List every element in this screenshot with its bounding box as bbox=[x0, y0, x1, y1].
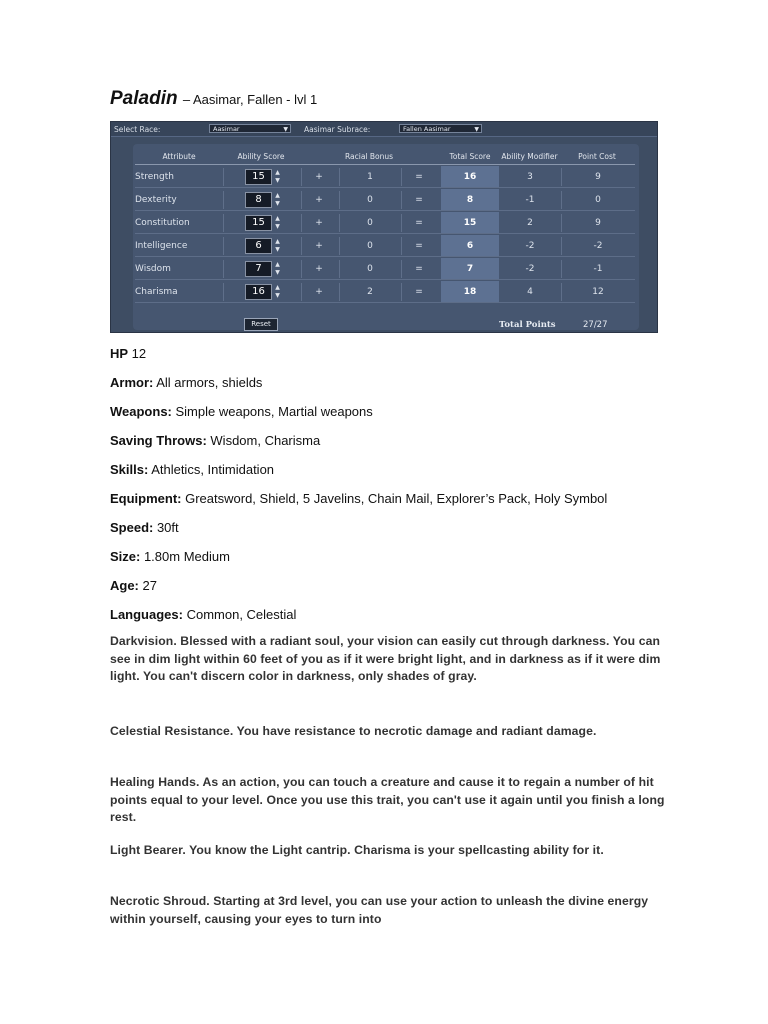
plus-sign: + bbox=[315, 264, 323, 274]
row-divider bbox=[135, 256, 635, 257]
attribute-row bbox=[135, 189, 635, 211]
field-label: Size: bbox=[110, 549, 141, 564]
plus-sign: + bbox=[315, 218, 323, 228]
total-score: 6 bbox=[441, 235, 499, 257]
attribute-name: Intelligence bbox=[135, 241, 188, 251]
column-divider bbox=[401, 260, 402, 278]
header-ability-modifier: Ability Modifier bbox=[501, 152, 558, 161]
attribute-name: Wisdom bbox=[135, 264, 171, 274]
plus-sign: + bbox=[315, 287, 323, 297]
total-score: 15 bbox=[441, 212, 499, 234]
row-divider bbox=[135, 187, 635, 188]
trait-paragraph: Necrotic Shroud. Starting at 3rd level, you can use your action to unleash the divine energy within yourself, causing your eyes to turn into bbox=[110, 894, 649, 926]
attribute-name: Constitution bbox=[135, 218, 190, 228]
class-subtitle: – Aasimar, Fallen - lvl 1 bbox=[182, 92, 318, 107]
column-divider bbox=[561, 214, 562, 232]
racial-bonus: 1 bbox=[367, 172, 373, 182]
header-total-score: Total Score bbox=[449, 152, 491, 161]
row-divider bbox=[135, 233, 635, 234]
row-divider bbox=[135, 302, 635, 303]
field-label: Speed: bbox=[110, 520, 154, 535]
field-value: Wisdom, Charisma bbox=[206, 433, 321, 448]
total-score: 8 bbox=[441, 189, 499, 211]
column-divider bbox=[223, 168, 224, 186]
point-cost: -2 bbox=[593, 241, 603, 251]
subrace-dropdown[interactable]: Fallen Aasimar ▼ bbox=[399, 124, 482, 133]
column-divider bbox=[401, 168, 402, 186]
field-label: Armor: bbox=[110, 375, 154, 390]
character-field bbox=[110, 346, 146, 362]
score-stepper[interactable] bbox=[273, 192, 282, 208]
ability-modifier: -2 bbox=[525, 241, 535, 251]
racial-bonus: 2 bbox=[367, 287, 373, 297]
column-divider bbox=[301, 214, 302, 232]
ability-score-input[interactable]: 15 bbox=[245, 169, 272, 185]
field-value: 12 bbox=[128, 346, 147, 361]
character-field bbox=[110, 520, 179, 536]
ability-score-input[interactable]: 6 bbox=[245, 238, 272, 254]
character-field bbox=[110, 433, 320, 449]
column-divider bbox=[401, 191, 402, 209]
attribute-row bbox=[135, 258, 635, 280]
field-value: All armors, shields bbox=[153, 375, 263, 390]
chevron-down-icon[interactable]: ▼ bbox=[275, 269, 280, 276]
character-field bbox=[110, 549, 230, 565]
point-cost: -1 bbox=[593, 264, 603, 274]
plus-sign: + bbox=[315, 195, 323, 205]
attribute-row bbox=[135, 212, 635, 234]
chevron-up-icon[interactable]: ▲ bbox=[275, 238, 280, 245]
page-title bbox=[110, 88, 317, 111]
column-divider bbox=[561, 237, 562, 255]
attribute-row bbox=[135, 235, 635, 257]
equals-sign: = bbox=[415, 241, 423, 251]
column-divider bbox=[223, 283, 224, 301]
chevron-down-icon: ▼ bbox=[283, 126, 288, 133]
chevron-up-icon[interactable]: ▲ bbox=[275, 261, 280, 268]
total-score: 7 bbox=[441, 258, 499, 280]
header-divider bbox=[135, 164, 635, 165]
class-name: Paladin bbox=[110, 88, 178, 109]
column-divider bbox=[561, 191, 562, 209]
chevron-down-icon[interactable]: ▼ bbox=[275, 223, 280, 230]
ability-modifier: -2 bbox=[525, 264, 535, 274]
score-stepper[interactable] bbox=[273, 238, 282, 254]
column-divider bbox=[561, 168, 562, 186]
race-dropdown[interactable]: Aasimar ▼ bbox=[209, 124, 291, 133]
field-value: Common, Celestial bbox=[182, 607, 297, 622]
chevron-down-icon[interactable]: ▼ bbox=[275, 177, 280, 184]
equals-sign: = bbox=[415, 172, 423, 182]
column-divider bbox=[223, 214, 224, 232]
field-label: Equipment: bbox=[110, 491, 182, 506]
point-cost: 9 bbox=[595, 218, 601, 228]
trait-paragraph: Healing Hands. As an action, you can touch a creature and cause it to regain a number of hit points equal to your level. Once you use this trait, you can't use it again until you finish a long rest. bbox=[110, 775, 665, 825]
score-stepper[interactable] bbox=[273, 261, 282, 277]
score-stepper[interactable] bbox=[273, 284, 282, 300]
field-label: HP bbox=[110, 346, 129, 361]
equals-sign: = bbox=[415, 287, 423, 297]
field-value: 30ft bbox=[153, 520, 179, 535]
ability-modifier: 2 bbox=[527, 218, 533, 228]
character-field bbox=[110, 462, 274, 478]
field-label: Age: bbox=[110, 578, 139, 593]
character-field bbox=[110, 404, 373, 420]
ability-score-input[interactable]: 7 bbox=[245, 261, 272, 277]
reset-button[interactable]: Reset bbox=[244, 318, 278, 331]
header-racial-bonus: Racial Bonus bbox=[344, 152, 394, 161]
column-divider bbox=[223, 237, 224, 255]
point-cost: 9 bbox=[595, 172, 601, 182]
column-divider bbox=[223, 260, 224, 278]
character-field bbox=[110, 491, 607, 507]
field-value: Athletics, Intimidation bbox=[148, 462, 275, 477]
field-label: Weapons: bbox=[110, 404, 172, 419]
point-cost: 12 bbox=[592, 287, 604, 297]
field-value: Greatsword, Shield, 5 Javelins, Chain Mail, Explorer’s Pack, Holy Symbol bbox=[181, 491, 608, 506]
equals-sign: = bbox=[415, 218, 423, 228]
subrace-label: Aasimar Subrace: bbox=[304, 125, 371, 134]
ability-modifier: 4 bbox=[527, 287, 533, 297]
field-value: 27 bbox=[138, 578, 157, 593]
ability-modifier: 3 bbox=[527, 172, 533, 182]
field-value: Simple weapons, Martial weapons bbox=[171, 404, 373, 419]
attribute-name: Dexterity bbox=[135, 195, 177, 205]
chevron-up-icon[interactable]: ▲ bbox=[275, 192, 280, 199]
trait-paragraph: Light Bearer. You know the Light cantrip. Charisma is your spellcasting ability for it. bbox=[110, 843, 604, 857]
ability-score-input[interactable]: 15 bbox=[245, 215, 272, 231]
chevron-down-icon[interactable]: ▼ bbox=[275, 246, 280, 253]
plus-sign: + bbox=[315, 172, 323, 182]
header-ability-score: Ability Score bbox=[237, 152, 285, 161]
column-divider bbox=[561, 260, 562, 278]
racial-bonus: 0 bbox=[367, 195, 373, 205]
plus-sign: + bbox=[315, 241, 323, 251]
chevron-up-icon[interactable]: ▲ bbox=[275, 169, 280, 176]
header-point-cost: Point Cost bbox=[578, 152, 616, 161]
chevron-down-icon[interactable]: ▼ bbox=[275, 292, 280, 299]
column-divider bbox=[223, 191, 224, 209]
column-divider bbox=[301, 260, 302, 278]
racial-bonus: 0 bbox=[367, 218, 373, 228]
character-field bbox=[110, 607, 296, 623]
race-select-bar bbox=[111, 122, 657, 137]
attribute-name: Charisma bbox=[135, 287, 178, 297]
column-divider bbox=[301, 168, 302, 186]
column-divider bbox=[301, 237, 302, 255]
column-divider bbox=[301, 283, 302, 301]
column-divider bbox=[401, 237, 402, 255]
attribute-row bbox=[135, 166, 635, 188]
ability-score-input[interactable]: 16 bbox=[245, 284, 272, 300]
column-divider bbox=[561, 283, 562, 301]
header-attribute: Attribute bbox=[162, 152, 196, 161]
total-score: 16 bbox=[441, 166, 499, 188]
field-label: Skills: bbox=[110, 462, 149, 477]
field-value: 1.80m Medium bbox=[140, 549, 230, 564]
ability-modifier: -1 bbox=[525, 195, 535, 205]
row-divider bbox=[135, 210, 635, 211]
field-label: Languages: bbox=[110, 607, 183, 622]
point-cost: 0 bbox=[595, 195, 601, 205]
row-divider bbox=[135, 279, 635, 280]
chevron-down-icon: ▼ bbox=[474, 126, 479, 133]
score-stepper[interactable] bbox=[273, 169, 282, 185]
equals-sign: = bbox=[415, 264, 423, 274]
total-points-value: 27/27 bbox=[583, 320, 608, 330]
field-label: Saving Throws: bbox=[110, 433, 207, 448]
select-race-label: Select Race: bbox=[114, 125, 161, 134]
trait-paragraph: Celestial Resistance. You have resistance to necrotic damage and radiant damage. bbox=[110, 724, 597, 738]
chevron-up-icon[interactable]: ▲ bbox=[275, 284, 280, 291]
attribute-name: Strength bbox=[135, 172, 174, 182]
column-divider bbox=[401, 214, 402, 232]
column-divider bbox=[301, 191, 302, 209]
score-stepper[interactable] bbox=[273, 215, 282, 231]
total-points-label: Total Points bbox=[499, 320, 556, 330]
attribute-row bbox=[135, 281, 635, 303]
character-field bbox=[110, 578, 157, 594]
total-score: 18 bbox=[441, 281, 499, 303]
column-divider bbox=[401, 283, 402, 301]
chevron-down-icon[interactable]: ▼ bbox=[275, 200, 280, 207]
racial-bonus: 0 bbox=[367, 241, 373, 251]
ability-score-input[interactable]: 8 bbox=[245, 192, 272, 208]
equals-sign: = bbox=[415, 195, 423, 205]
point-buy-panel bbox=[110, 121, 658, 333]
trait-paragraph: Darkvision. Blessed with a radiant soul, your vision can easily cut through darkness. You can see in dim light within 60 feet of you as if it were bright light, and in darkness as if it were dim light. You can't discern color in darkness, only shades of gray. bbox=[110, 634, 661, 684]
chevron-up-icon[interactable]: ▲ bbox=[275, 215, 280, 222]
racial-bonus: 0 bbox=[367, 264, 373, 274]
character-field bbox=[110, 375, 262, 391]
